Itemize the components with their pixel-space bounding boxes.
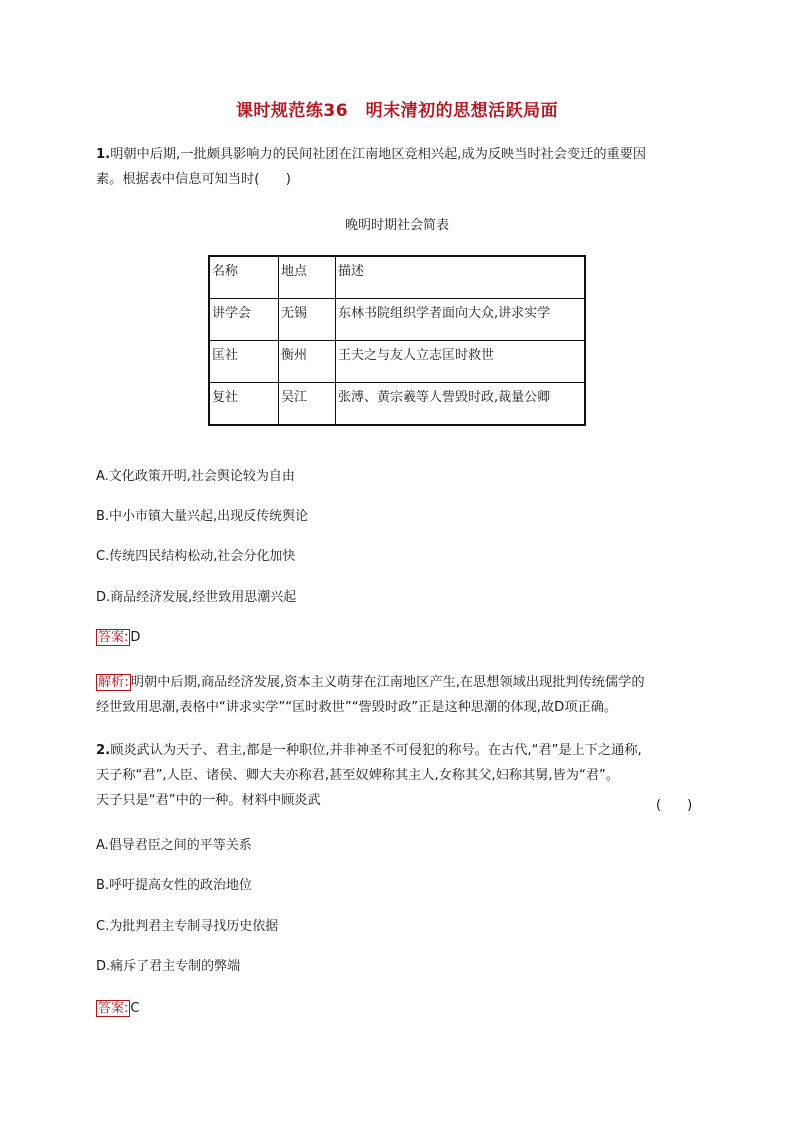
table-cell: 匡社 xyxy=(209,341,279,383)
answer-label: 答案: xyxy=(98,1001,129,1016)
question-2-line-2: 天子称“君”,人臣、诸侯、卿大夫亦称君,甚至奴婢称其主人,女称其父,妇称其舅,皆为“君”。 xyxy=(96,768,620,783)
question-1-option-a: A.文化政策开明,社会舆论较为自由 xyxy=(96,469,295,484)
question-1-number: 1. xyxy=(96,147,111,162)
answer-label: 答案: xyxy=(98,630,129,645)
table-cell: 张溥、黄宗羲等人訾毁时政,裁量公卿 xyxy=(336,383,586,426)
question-2-option-a: A.倡导君臣之间的平等关系 xyxy=(96,838,252,853)
question-2-option-b: B.呼吁提高女性的政治地位 xyxy=(96,878,253,893)
analysis-text-1: 明朝中后期,商品经济发展,资本主义萌芽在江南地区产生,在思想领域出现批判传统儒学的 xyxy=(130,675,645,690)
table-cell: 复社 xyxy=(209,383,279,426)
question-1-line-1 xyxy=(96,142,706,167)
answer-value: D xyxy=(130,630,141,645)
table-caption: 晚明时期社会简表 xyxy=(344,218,449,233)
question-2-line-1 xyxy=(96,738,706,763)
table-header-cell: 地点 xyxy=(279,256,336,299)
table-cell: 东林书院组织学者面向大众,讲求实学 xyxy=(336,299,586,341)
question-1-text-1: 明朝中后期,一批颇具影响力的民间社团在江南地区竞相兴起,成为反映当时社会变迁的重要因 xyxy=(110,147,647,162)
table-header-cell: 名称 xyxy=(209,256,279,299)
question-1-line-2: 素。根据表中信息可知当时( ) xyxy=(96,172,291,187)
table-cell: 讲学会 xyxy=(209,299,279,341)
table-row xyxy=(209,341,585,383)
table-header-row xyxy=(209,256,585,299)
analysis-label: 解析: xyxy=(98,675,129,690)
analysis-line-2: 经世致用思潮,表格中“讲求实学”“匡时救世”“訾毁时政”正是这种思潮的体现,故D项正确。 xyxy=(96,700,618,715)
question-2-line-3: 天子只是“君”中的一种。材料中顾炎武 xyxy=(96,793,321,808)
answer-value: C xyxy=(130,1001,140,1016)
question-2-number: 2. xyxy=(96,743,111,758)
table-header-cell: 描述 xyxy=(336,256,586,299)
table-cell: 无锡 xyxy=(279,299,336,341)
question-2-option-c: C.为批判君主专制寻找历史依据 xyxy=(96,919,279,934)
question-1-analysis xyxy=(96,670,706,720)
question-1-stem xyxy=(96,142,706,192)
table-cell: 吴江 xyxy=(279,383,336,426)
question-1-answer xyxy=(96,629,140,647)
question-1-option-b: B.中小市镇大量兴起,出现反传统舆论 xyxy=(96,509,309,524)
table-row xyxy=(209,299,585,341)
question-1-option-c: C.传统四民结构松动,社会分化加快 xyxy=(96,549,296,564)
question-1-option-d: D.商品经济发展,经世致用思潮兴起 xyxy=(96,590,297,605)
page-title: 课时规范练36 明末清初的思想活跃局面 xyxy=(235,101,559,121)
social-table xyxy=(208,255,586,426)
question-2-answer xyxy=(96,1000,139,1018)
question-2-text-1: 顾炎武认为天子、君主,都是一种职位,并非神圣不可侵犯的称号。在古代,“君”是上下之通称, xyxy=(110,743,642,758)
question-2-paren: ( ) xyxy=(656,798,693,813)
table-cell: 衡州 xyxy=(279,341,336,383)
table-cell: 王夫之与友人立志匡时救世 xyxy=(336,341,586,383)
question-2-option-d: D.痛斥了君主专制的弊端 xyxy=(96,959,241,974)
table-row xyxy=(209,383,585,426)
question-2-stem xyxy=(96,738,706,813)
analysis-line-1 xyxy=(96,670,706,695)
